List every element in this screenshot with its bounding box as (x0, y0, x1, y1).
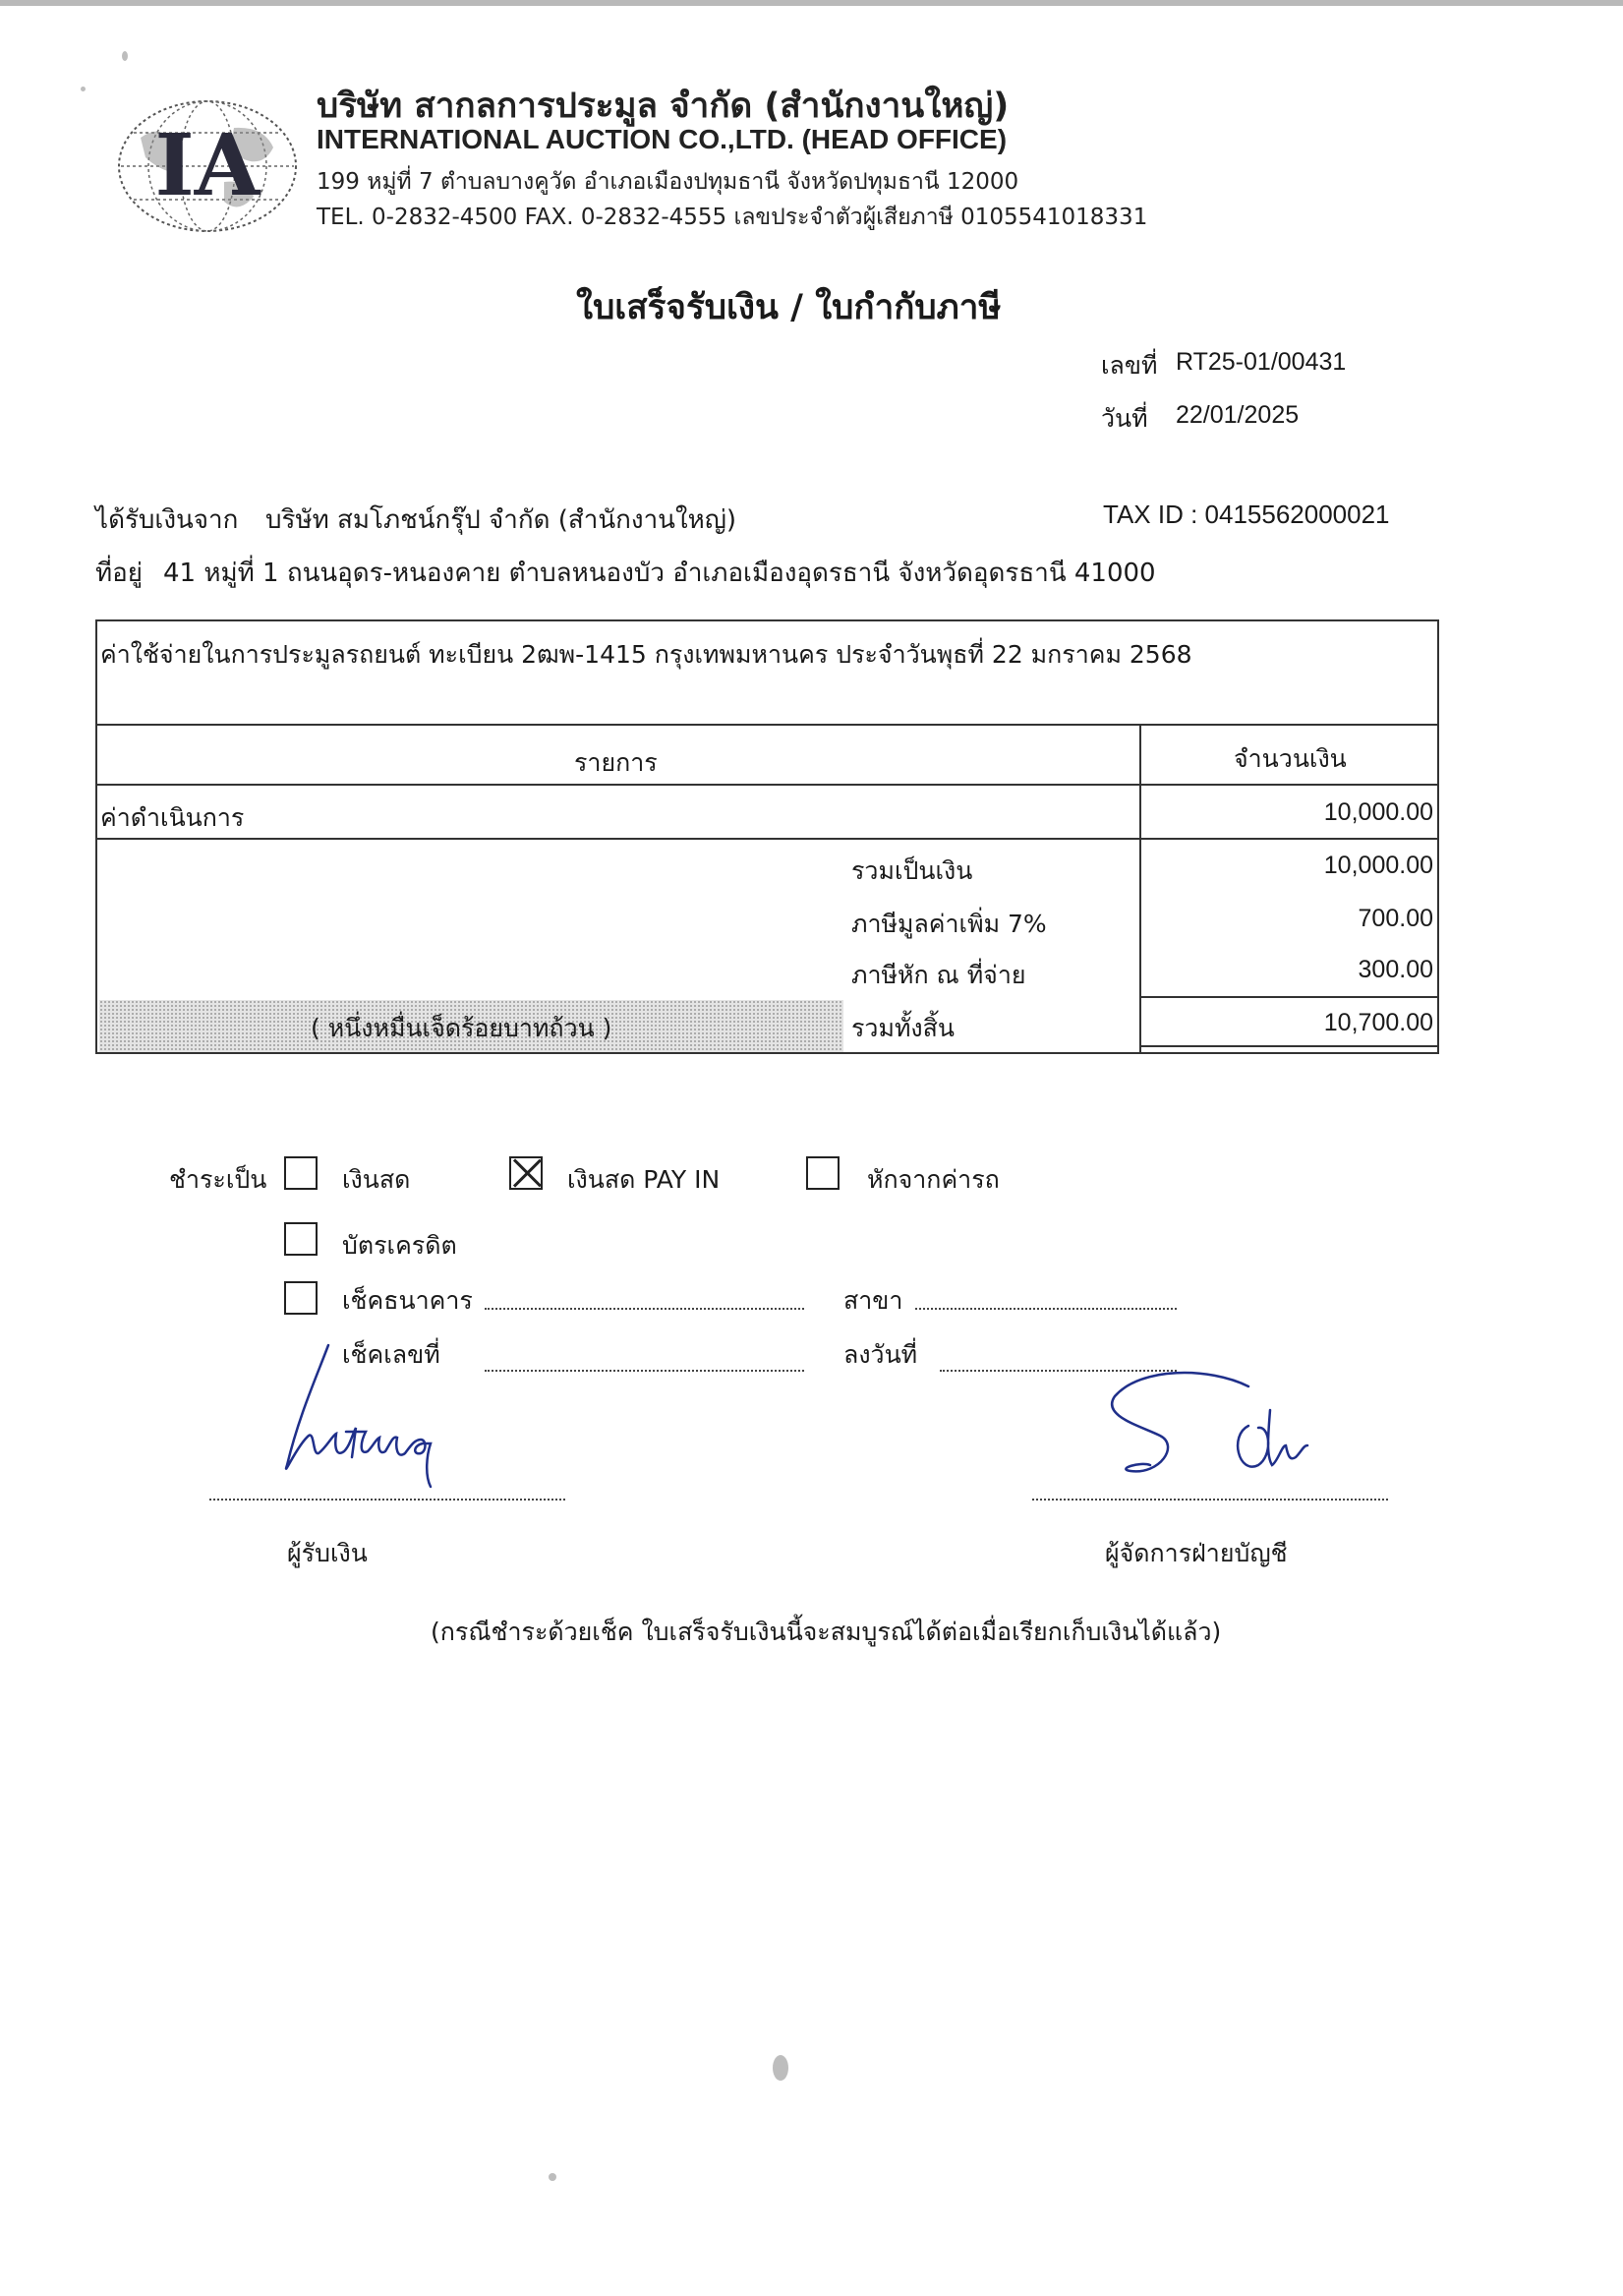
withholding-label: ภาษีหัก ณ ที่จ่าย (851, 961, 1026, 989)
deduct-checkbox[interactable] (806, 1156, 840, 1190)
manager-signature (1101, 1367, 1347, 1495)
customer-name: บริษัท สมโภชน์กรุ๊ป จำกัด (สำนักงานใหญ่) (265, 505, 737, 535)
bank-name-field[interactable] (485, 1308, 804, 1310)
cheque-note: (กรณีชำระด้วยเช็ค ใบเสร็จรับเงินนี้จะสมบูรณ์ได้ต่อเมื่อเรียกเก็บเงินได้แล้ว) (431, 1618, 1222, 1646)
vat-label: ภาษีมูลค่าเพิ่ม 7% (851, 910, 1047, 938)
bank-cheque-checkbox[interactable] (284, 1281, 318, 1315)
amount-in-words: ( หนึ่งหมื่นเจ็ดร้อยบาทถ้วน ) (311, 1014, 612, 1042)
table-description: ค่าใช้จ่ายในการประมูลรถยนต์ ทะเบียน 2ฒพ-1415 กรุงเทพมหานคร ประจำวันพุธที่ 22 มกราคม 2568 (100, 640, 1192, 669)
cash-label: เงินสด (342, 1165, 411, 1194)
company-contact: TEL. 0-2832-4500 FAX. 0-2832-4555 เลขประจำตัวผู้เสียภาษี 0105541018331 (317, 205, 1148, 230)
scan-top-edge (0, 0, 1623, 6)
payment-label: ชำระเป็น (169, 1165, 267, 1194)
bank-cheque-label: เช็คธนาคาร (342, 1286, 473, 1315)
item-row-label: ค่าดำเนินการ (100, 803, 245, 832)
company-address: 199 หมู่ที่ 7 ตำบลบางคูวัด อำเภอเมืองปทุมธานี จังหวัดปทุมธานี 12000 (317, 169, 1019, 195)
company-name-th: บริษัท สากลการประมูล จำกัด (สำนักงานใหญ่) (317, 87, 1010, 126)
payin-checkbox[interactable] (509, 1156, 543, 1190)
received-from-label: ได้รับเงินจาก (95, 505, 239, 535)
doc-number: RT25-01/00431 (1176, 348, 1347, 376)
subtotal-amount: 10,000.00 (1323, 852, 1433, 879)
manager-signature-line[interactable] (1032, 1499, 1388, 1501)
table-rule (95, 784, 1439, 786)
receiver-label: ผู้รับเงิน (287, 1539, 368, 1567)
credit-card-checkbox[interactable] (284, 1222, 318, 1256)
item-row-amount: 10,000.00 (1323, 798, 1433, 826)
scan-speck (549, 2173, 556, 2181)
doc-number-label: เลขที่ (1101, 351, 1158, 380)
table-rule (1140, 1045, 1439, 1047)
scan-speck (122, 51, 128, 61)
grand-total-label: รวมทั้งสิ้น (851, 1014, 955, 1042)
col-item-header: รายการ (574, 748, 658, 777)
cash-checkbox[interactable] (284, 1156, 318, 1190)
doc-date: 22/01/2025 (1176, 401, 1300, 429)
company-name-en: INTERNATIONAL AUCTION CO.,LTD. (HEAD OFFICE) (317, 124, 1008, 154)
scan-speck (81, 87, 86, 91)
scan-speck (773, 2055, 788, 2081)
cheque-number-label: เช็คเลขที่ (342, 1340, 440, 1369)
payin-label: เงินสด PAY IN (567, 1165, 721, 1194)
table-rule (95, 724, 1439, 726)
receiver-signature-line[interactable] (209, 1499, 565, 1501)
grand-total-amount: 10,700.00 (1323, 1009, 1433, 1036)
branch-field[interactable] (915, 1308, 1177, 1310)
withholding-amount: 300.00 (1358, 956, 1433, 983)
table-rule (1140, 996, 1439, 998)
cheque-date-label: ลงวันที่ (843, 1340, 918, 1369)
company-logo (116, 98, 299, 234)
document-title: ใบเสร็จรับเงิน / ใบกำกับภาษี (576, 288, 1002, 327)
doc-date-label: วันที่ (1101, 404, 1148, 433)
receiver-signature (258, 1337, 454, 1504)
customer-address: 41 หมู่ที่ 1 ถนนอุดร-หนองคาย ตำบลหนองบัว อำเภอเมืองอุดรธานี จังหวัดอุดรธานี 41000 (163, 559, 1156, 588)
deduct-label: หักจากค่ารถ (867, 1165, 1000, 1194)
customer-tax-id: TAX ID : 0415562000021 (1103, 500, 1390, 529)
table-divider (1139, 724, 1141, 1054)
address-label: ที่อยู่ (95, 559, 143, 588)
subtotal-label: รวมเป็นเงิน (851, 856, 973, 885)
branch-label: สาขา (843, 1286, 903, 1315)
credit-card-label: บัตรเครดิต (342, 1231, 457, 1260)
vat-amount: 700.00 (1358, 905, 1433, 932)
logo-text: IA (154, 116, 261, 215)
table-rule (95, 838, 1439, 840)
cheque-number-field[interactable] (485, 1370, 804, 1372)
manager-label: ผู้จัดการฝ่ายบัญชี (1105, 1539, 1288, 1567)
col-amount-header: จำนวนเงิน (1234, 744, 1347, 773)
items-table (95, 619, 1439, 1054)
